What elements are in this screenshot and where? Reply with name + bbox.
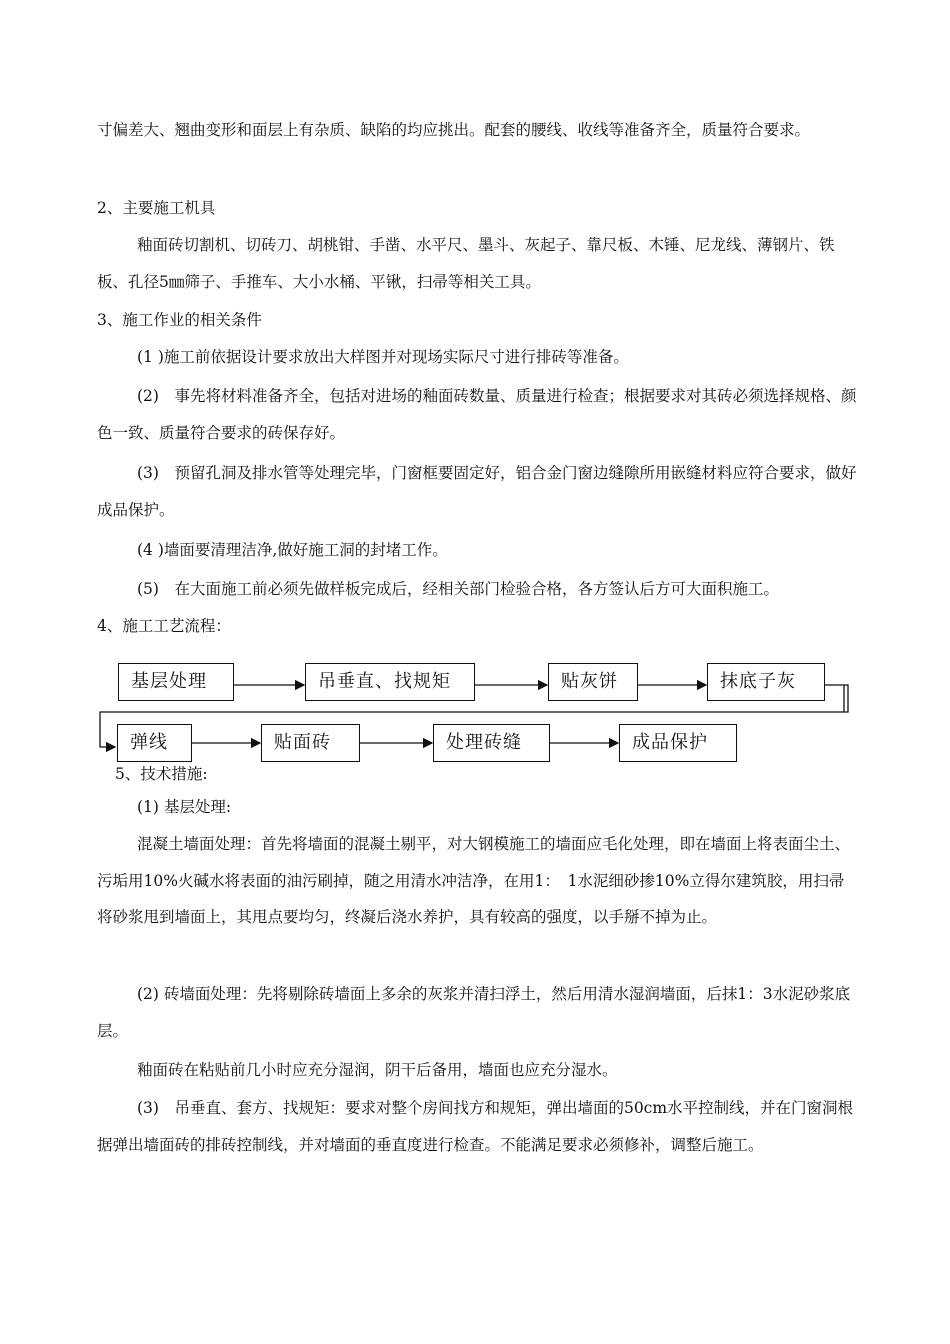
flow-step-1: 基层处理 — [118, 663, 234, 701]
flow-step-7: 处理砖缝 — [433, 724, 550, 762]
flow-step-2: 吊垂直、找规矩 — [305, 663, 475, 701]
flow-step-6: 贴面砖 — [261, 724, 360, 762]
section-3-heading: 3、施工作业的相关条件 — [97, 311, 262, 329]
flow-step-5: 弹线 — [117, 724, 192, 762]
flow-step-3: 贴灰饼 — [548, 663, 638, 701]
subsection-1-heading: (1) 基层处理: — [137, 798, 232, 816]
flow-step-8: 成品保护 — [619, 724, 737, 762]
intro-paragraph: 寸偏差大、翘曲变形和面层上有杂质、缺陷的均应挑出。配套的腰线、收线等准备齐全，质量符合要求。 — [97, 121, 811, 139]
measure-paragraph-4: (3) 吊垂直、套方、找规矩：要求对整个房间找方和规矩，弹出墙面的50cm水平控制线，并在门窗洞根据弹出墙面砖的排砖控制线，并对墙面的垂直度进行检查。不能满足要求必须修补，调整后施工。 — [97, 1099, 854, 1154]
measure-paragraph-1: 混凝土墙面处理：首先将墙面的混凝土剔平，对大钢模施工的墙面应毛化处理，即在墙面上将表面尘土、污垢用10%火碱水将表面的油污刷掉，随之用清水冲洁净，在用1： 1水泥细砂掺10%立得尔建筑胶，用扫帚将砂浆甩到墙面上，其甩点要均匀，终凝后浇水养护，具有较高的强度，以手掰不掉为止。 — [97, 835, 851, 926]
section-2-body: 釉面砖切割机、切砖刀、胡桃钳、手凿、水平尺、墨斗、灰起子、靠尺板、木锤、尼龙线、薄钢片、铁板、孔径5㎜筛子、手推车、大小水桶、平锹，扫帚等相关工具。 — [97, 236, 835, 291]
section-2-heading: 2、主要施工机具 — [97, 199, 216, 217]
section-5-heading: 5、技术措施: — [115, 765, 208, 783]
condition-item-4: (4 )墙面要清理洁净,做好施工洞的封堵工作。 — [137, 541, 448, 559]
measure-paragraph-2: (2) 砖墙面处理：先将剔除砖墙面上多余的灰浆并清扫浮土，然后用清水湿润墙面，后抹1：3水泥砂浆底层。 — [97, 985, 851, 1040]
condition-item-1: (1 )施工前依据设计要求放出大样图并对现场实际尺寸进行排砖等准备。 — [137, 348, 629, 366]
measure-paragraph-3: 釉面砖在粘贴前几小时应充分湿润，阴干后备用，墙面也应充分湿水。 — [137, 1061, 618, 1079]
flow-step-4: 抹底子灰 — [707, 663, 825, 701]
condition-item-5: (5) 在大面施工前必须先做样板完成后，经相关部门检验合格，各方签认后方可大面积施工。 — [137, 580, 779, 598]
section-4-heading: 4、施工工艺流程： — [97, 617, 231, 635]
condition-item-2: (2) 事先将材料准备齐全，包括对进场的釉面砖数量、质量进行检查；根据要求对其砖必须选择规格、颜色一致、质量符合要求的砖保存好。 — [97, 387, 857, 442]
process-flowchart — [95, 655, 855, 767]
condition-item-3: (3) 预留孔洞及排水管等处理完毕，门窗框要固定好，铝合金门窗边缝隙所用嵌缝材料应符合要求，做好成品保护。 — [97, 464, 857, 519]
